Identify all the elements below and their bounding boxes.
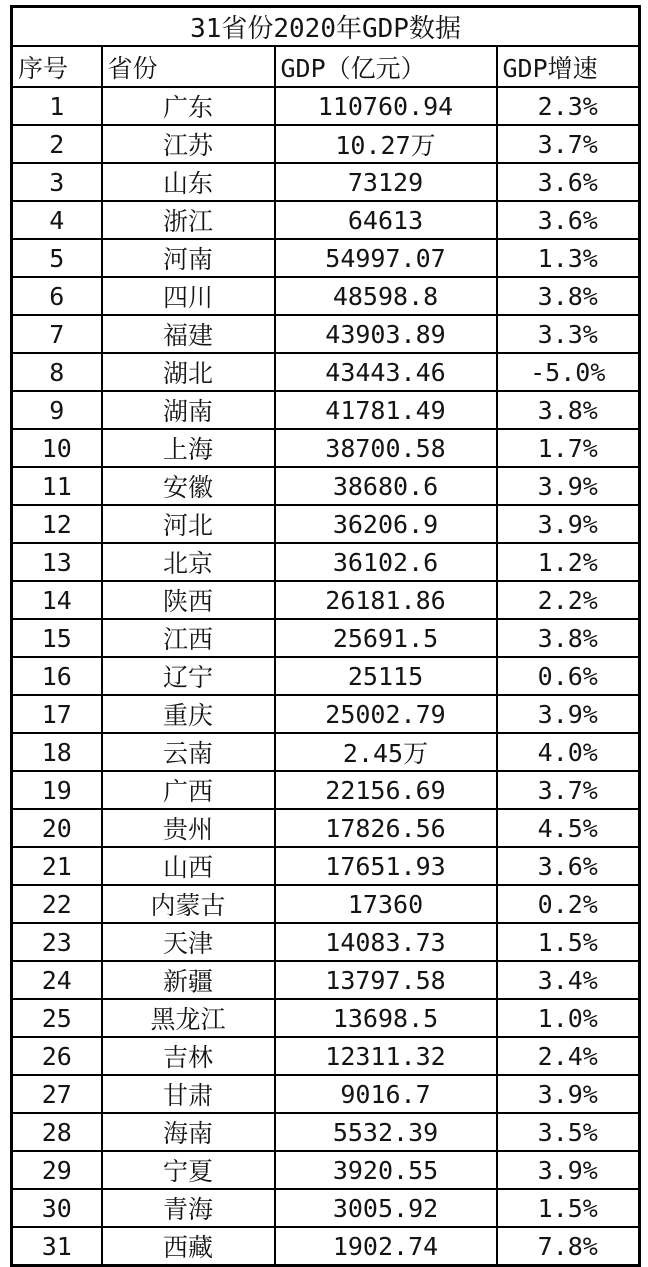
growth-cell: 3.6% [497, 163, 640, 201]
table-row [12, 771, 640, 809]
table-row [12, 961, 640, 999]
province-cell: 山西 [102, 847, 275, 885]
gdp-cell: 5532.39 [275, 1113, 497, 1151]
growth-cell: 4.0% [497, 733, 640, 771]
gdp-cell: 12311.32 [275, 1037, 497, 1075]
gdp-cell: 10.27万 [275, 125, 497, 163]
province-cell: 安徽 [102, 467, 275, 505]
growth-cell: 3.9% [497, 467, 640, 505]
province-cell: 陕西 [102, 581, 275, 619]
province-cell: 辽宁 [102, 657, 275, 695]
growth-cell: 1.7% [497, 429, 640, 467]
province-cell: 甘肃 [102, 1075, 275, 1113]
province-cell: 浙江 [102, 201, 275, 239]
growth-cell: 3.8% [497, 277, 640, 315]
rank-cell: 24 [12, 961, 102, 999]
province-cell: 江西 [102, 619, 275, 657]
rank-cell: 20 [12, 809, 102, 847]
table-row [12, 1113, 640, 1151]
table-row [12, 885, 640, 923]
growth-cell: 3.9% [497, 1151, 640, 1189]
gdp-cell: 48598.8 [275, 277, 497, 315]
col-header-province: 省份 [102, 46, 275, 87]
gdp-cell: 25115 [275, 657, 497, 695]
rank-cell: 5 [12, 239, 102, 277]
gdp-cell: 14083.73 [275, 923, 497, 961]
gdp-cell: 36102.6 [275, 543, 497, 581]
province-cell: 河北 [102, 505, 275, 543]
table-row [12, 581, 640, 619]
col-header-rank: 序号 [12, 46, 102, 87]
gdp-cell: 26181.86 [275, 581, 497, 619]
table-row [12, 277, 640, 315]
province-cell: 四川 [102, 277, 275, 315]
rank-cell: 26 [12, 1037, 102, 1075]
gdp-cell: 17651.93 [275, 847, 497, 885]
table-row [12, 1227, 640, 1266]
growth-cell: 3.7% [497, 771, 640, 809]
table-row [12, 543, 640, 581]
growth-cell: 1.0% [497, 999, 640, 1037]
rank-cell: 27 [12, 1075, 102, 1113]
rank-cell: 12 [12, 505, 102, 543]
table-row [12, 353, 640, 391]
growth-cell: 2.2% [497, 581, 640, 619]
gdp-cell: 22156.69 [275, 771, 497, 809]
gdp-cell: 38680.6 [275, 467, 497, 505]
gdp-cell: 17826.56 [275, 809, 497, 847]
rank-cell: 15 [12, 619, 102, 657]
rank-cell: 23 [12, 923, 102, 961]
table-row [12, 1151, 640, 1189]
rank-cell: 17 [12, 695, 102, 733]
growth-cell: 1.2% [497, 543, 640, 581]
growth-cell: 3.5% [497, 1113, 640, 1151]
growth-cell: 2.4% [497, 1037, 640, 1075]
province-cell: 河南 [102, 239, 275, 277]
rank-cell: 16 [12, 657, 102, 695]
gdp-cell: 13797.58 [275, 961, 497, 999]
province-cell: 湖北 [102, 353, 275, 391]
growth-cell: 2.3% [497, 87, 640, 125]
table-row [12, 201, 640, 239]
province-cell: 湖南 [102, 391, 275, 429]
table-row [12, 809, 640, 847]
province-cell: 江苏 [102, 125, 275, 163]
growth-cell: 1.3% [497, 239, 640, 277]
table-row [12, 1189, 640, 1227]
gdp-cell: 43443.46 [275, 353, 497, 391]
province-cell: 重庆 [102, 695, 275, 733]
gdp-cell: 1902.74 [275, 1227, 497, 1266]
table-row [12, 847, 640, 885]
rank-cell: 28 [12, 1113, 102, 1151]
growth-cell: 3.7% [497, 125, 640, 163]
province-cell: 上海 [102, 429, 275, 467]
province-cell: 海南 [102, 1113, 275, 1151]
table-row [12, 695, 640, 733]
growth-cell: 0.6% [497, 657, 640, 695]
table-title: 31省份2020年GDP数据 [12, 7, 640, 47]
province-cell: 黑龙江 [102, 999, 275, 1037]
table-row [12, 619, 640, 657]
growth-cell: 3.9% [497, 695, 640, 733]
rank-cell: 8 [12, 353, 102, 391]
page [0, 5, 648, 1262]
growth-cell: 3.6% [497, 847, 640, 885]
gdp-cell: 54997.07 [275, 239, 497, 277]
gdp-cell: 38700.58 [275, 429, 497, 467]
gdp-cell: 9016.7 [275, 1075, 497, 1113]
province-cell: 天津 [102, 923, 275, 961]
growth-cell: 3.4% [497, 961, 640, 999]
gdp-cell: 3920.55 [275, 1151, 497, 1189]
growth-cell: 3.6% [497, 201, 640, 239]
gdp-cell: 110760.94 [275, 87, 497, 125]
table-row [12, 999, 640, 1037]
rank-cell: 19 [12, 771, 102, 809]
province-cell: 青海 [102, 1189, 275, 1227]
table-row [12, 1037, 640, 1075]
table-row [12, 429, 640, 467]
table-row [12, 1075, 640, 1113]
rank-cell: 31 [12, 1227, 102, 1266]
growth-cell: 0.2% [497, 885, 640, 923]
growth-cell: 3.9% [497, 1075, 640, 1113]
rank-cell: 30 [12, 1189, 102, 1227]
rank-cell: 22 [12, 885, 102, 923]
col-header-growth: GDP增速 [497, 46, 640, 87]
gdp-table [10, 5, 641, 1267]
rank-cell: 10 [12, 429, 102, 467]
growth-cell: 1.5% [497, 923, 640, 961]
rank-cell: 6 [12, 277, 102, 315]
province-cell: 吉林 [102, 1037, 275, 1075]
rank-cell: 3 [12, 163, 102, 201]
growth-cell: 3.8% [497, 619, 640, 657]
rank-cell: 18 [12, 733, 102, 771]
gdp-cell: 73129 [275, 163, 497, 201]
rank-cell: 11 [12, 467, 102, 505]
province-cell: 北京 [102, 543, 275, 581]
gdp-cell: 64613 [275, 201, 497, 239]
table-row [12, 657, 640, 695]
gdp-cell: 43903.89 [275, 315, 497, 353]
growth-cell: 3.9% [497, 505, 640, 543]
gdp-cell: 2.45万 [275, 733, 497, 771]
province-cell: 宁夏 [102, 1151, 275, 1189]
province-cell: 贵州 [102, 809, 275, 847]
growth-cell: 3.8% [497, 391, 640, 429]
growth-cell: 7.8% [497, 1227, 640, 1266]
province-cell: 西藏 [102, 1227, 275, 1266]
table-row [12, 733, 640, 771]
col-header-gdp: GDP（亿元） [275, 46, 497, 87]
rank-cell: 2 [12, 125, 102, 163]
table-row [12, 467, 640, 505]
growth-cell: 3.3% [497, 315, 640, 353]
province-cell: 福建 [102, 315, 275, 353]
table-row [12, 505, 640, 543]
rank-cell: 21 [12, 847, 102, 885]
gdp-cell: 36206.9 [275, 505, 497, 543]
rank-cell: 29 [12, 1151, 102, 1189]
table-row [12, 923, 640, 961]
table-row [12, 239, 640, 277]
province-cell: 新疆 [102, 961, 275, 999]
province-cell: 山东 [102, 163, 275, 201]
table-row [12, 163, 640, 201]
rank-cell: 14 [12, 581, 102, 619]
rank-cell: 25 [12, 999, 102, 1037]
gdp-cell: 25002.79 [275, 695, 497, 733]
province-cell: 广西 [102, 771, 275, 809]
header-row [12, 46, 640, 87]
table-row [12, 315, 640, 353]
table-row [12, 87, 640, 125]
title-row [12, 7, 640, 47]
growth-cell: 1.5% [497, 1189, 640, 1227]
gdp-cell: 13698.5 [275, 999, 497, 1037]
rank-cell: 7 [12, 315, 102, 353]
gdp-cell: 17360 [275, 885, 497, 923]
growth-cell: -5.0% [497, 353, 640, 391]
rank-cell: 1 [12, 87, 102, 125]
province-cell: 云南 [102, 733, 275, 771]
province-cell: 内蒙古 [102, 885, 275, 923]
rank-cell: 9 [12, 391, 102, 429]
rank-cell: 13 [12, 543, 102, 581]
gdp-cell: 25691.5 [275, 619, 497, 657]
table-body [12, 87, 640, 1266]
growth-cell: 4.5% [497, 809, 640, 847]
gdp-cell: 41781.49 [275, 391, 497, 429]
table-row [12, 125, 640, 163]
province-cell: 广东 [102, 87, 275, 125]
gdp-cell: 3005.92 [275, 1189, 497, 1227]
table-row [12, 391, 640, 429]
rank-cell: 4 [12, 201, 102, 239]
